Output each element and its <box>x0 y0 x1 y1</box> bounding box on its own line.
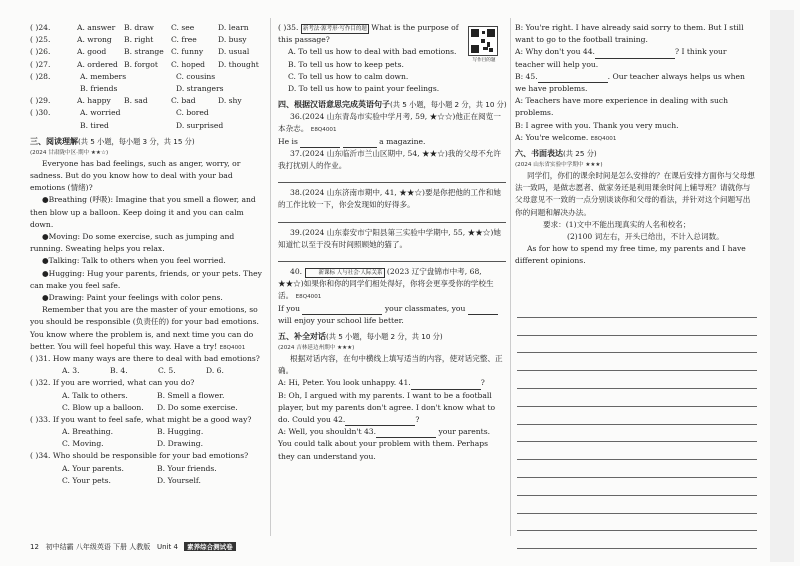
writing-line[interactable] <box>517 336 757 354</box>
question-36-prompt: 36.(2024 山东青岛市实验中学月考, 59, ★☆☆)他正在阅览一本杂志。 E8Q4001 <box>278 112 501 134</box>
question-32: ( )32. If you are worried, what can you do? <box>30 378 195 388</box>
question-tag: 新课标 人与社会·人际关系 <box>305 268 385 278</box>
dialogue-line-8: B: I agree with you. Thank you very much. <box>515 120 679 130</box>
reading-tip-talking: ●Talking: Talk to others when you feel worried. <box>42 256 226 266</box>
dialogue-line-3: A: Well, you shouldn't 43. your parents. You could talk about your problem with them. Perhaps they can understand you. <box>278 427 491 461</box>
dialogue-line-4: B: You're right. I have already said sorry to them. But I still want to go to the football training. <box>515 23 744 45</box>
left-column <box>30 22 265 487</box>
writing-line[interactable] <box>517 514 757 532</box>
writing-answer-area[interactable] <box>517 300 757 549</box>
section-writing-source: (2024 山东省实验中学期中 ★★★) <box>515 162 603 168</box>
column-divider <box>270 18 271 536</box>
reading-tip-drawing: ●Drawing: Paint your feelings with color pens. <box>42 292 223 302</box>
writing-line[interactable] <box>517 442 757 460</box>
question-33-options-row2: C. Moving. D. Drawing. <box>62 439 203 449</box>
question-40-prompt: 40. 新课标 人与社会·人际关系 (2023 辽宁盘锦市中考, 68, ★★☆)如果你和你的同学们相处得好，你将会更享受你的学校生活。 E8Q4001 <box>278 266 494 301</box>
writing-line[interactable] <box>517 531 757 549</box>
question-32-options-row1: A. Talk to others. B. Smell a flower. <box>62 390 225 400</box>
q25-options: ( )25. A. wrong B. right C. free D. busy <box>30 35 247 45</box>
qr-code-caption: 写作目的题 <box>472 58 496 63</box>
answer-blank[interactable] <box>411 380 481 390</box>
qr-code[interactable] <box>468 26 498 56</box>
answer-blank[interactable] <box>468 305 498 315</box>
question-35-option-c: C. To tell us how to calm down. <box>288 71 409 81</box>
writing-line[interactable] <box>517 478 757 496</box>
section-reading-source: (2024 甘肃陇中区·期中 ★★☆) <box>30 149 109 156</box>
question-33: ( )33. If you want to feel safe, what might be a good way? <box>30 414 252 424</box>
section-dialogue-source: (2024 吉林延边州期中 ★★★) <box>278 344 355 351</box>
reading-tip-breathing: ●Breathing (呼吸): Imagine that you smell a flower, and then blow up a balloon. Keep doing it and you can calm down. <box>30 195 256 229</box>
question-34: ( )34. Who should be responsible for your bad emotions? <box>30 451 249 461</box>
answer-blank[interactable] <box>345 416 415 426</box>
q29-options: ( )29. A. happy B. sad C. bad D. shy <box>30 96 242 106</box>
dialogue-instructions: 根据对话内容，在句中横线上填写适当的内容，使对话完整、正确。 <box>278 353 503 376</box>
question-35: ( )35. 新考法·源考形·写作目的题 What is the purpose of this passage? <box>278 23 459 45</box>
question-34-options-row1: A. Your parents. B. Your friends. <box>62 463 217 473</box>
middle-column <box>278 22 506 463</box>
question-36-answer: He is a magazine. <box>278 136 506 148</box>
q27-options: ( )27. A. ordered B. forgot C. hoped D. thought <box>30 59 259 69</box>
writing-line[interactable] <box>517 425 757 443</box>
q24-options: ( )24. A. answer B. draw C. see D. learn <box>30 23 249 32</box>
dialogue-line-1: A: Hi, Peter. You look unhappy. 41. ? <box>278 377 506 389</box>
page-edge <box>770 10 794 562</box>
question-32-options-row2: C. Blow up a balloon. D. Do some exercise. <box>62 402 238 412</box>
writing-line[interactable] <box>517 300 757 318</box>
dialogue-line-5: A: Why don't you 44. ? I think your teacher will help you. <box>515 47 727 69</box>
writing-opening-sentence: As for how to spend my free time, my parents and I have different opinions. <box>515 244 746 266</box>
reading-paragraph-1: Everyone has bad feelings, such as anger, worry, or sadness. But do you know how to deal with your bad emotions (情绪)? <box>30 158 241 193</box>
answer-blank[interactable] <box>343 138 377 148</box>
answer-blank[interactable] <box>300 138 340 148</box>
page-number: 12 <box>30 543 39 551</box>
question-31-options: A. 3. B. 4. C. 5. D. 6. <box>62 366 224 376</box>
writing-line[interactable] <box>517 371 757 389</box>
section-reading-heading: 三、阅读理解(共 5 小题，每小题 3 分，共 15 分) <box>30 136 195 146</box>
question-35-option-a: A. To tell us how to deal with bad emotions. <box>288 47 457 57</box>
writing-line[interactable] <box>517 389 757 407</box>
question-tag: 新考法·源考形·写作目的题 <box>302 26 367 32</box>
question-31: ( )31. How many ways are there to deal with bad emotions? <box>30 353 260 363</box>
reading-tip-hugging: ●Hugging: Hug your parents, friends, or your pets. They can make you feel safe. <box>30 268 262 290</box>
test-label: 素养综合测试卷 <box>184 542 236 551</box>
question-38-prompt: 38.(2024 山东济南市期中, 41, ★★☆)要是你把他的工作和她的工作比较一下，你会发现如的好得多。 <box>278 188 501 210</box>
question-39-prompt: 39.(2024 山东泰安市宁阳县第三实验中学期中, 55, ★★☆)她知道忙以至于没有时间照顾她的猫了。 <box>278 227 501 249</box>
writing-requirement-1: 要求：(1)文中不能出现真实的人名和校名； <box>543 219 691 229</box>
dialogue-line-7: A: Teachers have more experience in dealing with such problems. <box>515 96 729 118</box>
answer-blank[interactable] <box>376 428 436 438</box>
writing-line[interactable] <box>517 318 757 336</box>
reading-tip-moving: ●Moving: Do some exercise, such as jumping and running. Sweating helps you relax. <box>30 231 235 254</box>
section-translation-heading: 四、根据汉语意思完成英语句子(共 5 小题，每小题 2 分，共 10 分) <box>278 100 507 110</box>
column-divider <box>510 18 511 536</box>
writing-line[interactable] <box>517 460 757 478</box>
q28-options-row2: B. friends D. strangers <box>80 83 224 93</box>
answer-line[interactable] <box>278 251 506 262</box>
section-dialogue-heading: 五、补全对话(共 5 小题，每小题 2 分，共 10 分) <box>278 331 443 341</box>
question-35-option-d: D. To tell us how to paint your feelings. <box>288 83 440 93</box>
reading-paragraph-2: Remember that you are the master of your emotions, so you should be responsible (负责任的) for your bad emotions. You know where the problem is, and next time you can do better. You will feel hopeful this way. Have a try! E8Q4001 <box>30 305 259 351</box>
q28-options-row1: ( )28. A. members C. cousins <box>30 71 216 81</box>
question-code: E8Q4001 <box>219 344 246 351</box>
writing-prompt: 同学们，你们的课余时间是怎么安排的？在课后安排方面你与父母想法一致吗，是做志愿者、做家务还是利用课余时间上辅导班？请就你与父母意见不一致的一点分别谈谈你和父母的看法，并针对这个问题写出你的问题和解决办法。 <box>515 171 755 217</box>
answer-blank[interactable] <box>595 49 675 59</box>
writing-line[interactable] <box>517 353 757 371</box>
question-34-options-row2: C. Your pets. D. Yourself. <box>62 475 201 485</box>
right-column <box>515 22 755 268</box>
writing-requirement-2: (2)100 词左右，开头已给出，不计入总词数。 <box>567 232 724 241</box>
dialogue-line-2: B: Oh, I argued with my parents. I want to be a football player, but my parents don't agree. I don't know what to do. Could you 42. ? <box>278 390 506 427</box>
answer-blank[interactable] <box>302 305 382 315</box>
dialogue-line-6: B: 45. . Our teacher always helps us when we have problems. <box>515 71 745 94</box>
question-40-answer: If you your classmates, you <box>278 303 506 315</box>
q30-options-row1: ( )30. A. worried C. bored <box>30 108 209 118</box>
question-40-answer-cont: will enjoy your school life better. <box>278 315 404 325</box>
writing-line[interactable] <box>517 407 757 425</box>
page-footer <box>30 542 236 552</box>
section-writing-heading: 六、书面表达(共 25 分) <box>515 149 597 158</box>
unit-label: Unit 4 <box>156 543 178 551</box>
writing-line[interactable] <box>517 496 757 514</box>
answer-line[interactable] <box>278 172 506 183</box>
question-37-prompt: 37.(2024 山东临沂市兰山区期中, 54, ★★☆)我的父母不允许我打扰别人的作业。 <box>278 148 501 170</box>
question-35-option-b: B. To tell us how to keep pets. <box>288 59 404 69</box>
question-33-options-row1: A. Breathing. B. Hugging. <box>62 427 204 437</box>
q26-options: ( )26. A. good B. strange C. funny D. usual <box>30 47 250 57</box>
book-title: 初中结霸 八年级英语 下册 人教版 <box>45 543 151 551</box>
answer-blank[interactable] <box>538 73 608 83</box>
dialogue-line-9: A: You're welcome. E8Q4001 <box>515 132 617 142</box>
answer-line[interactable] <box>278 212 506 223</box>
q30-options-row2: B. tired D. surprised <box>80 120 224 130</box>
